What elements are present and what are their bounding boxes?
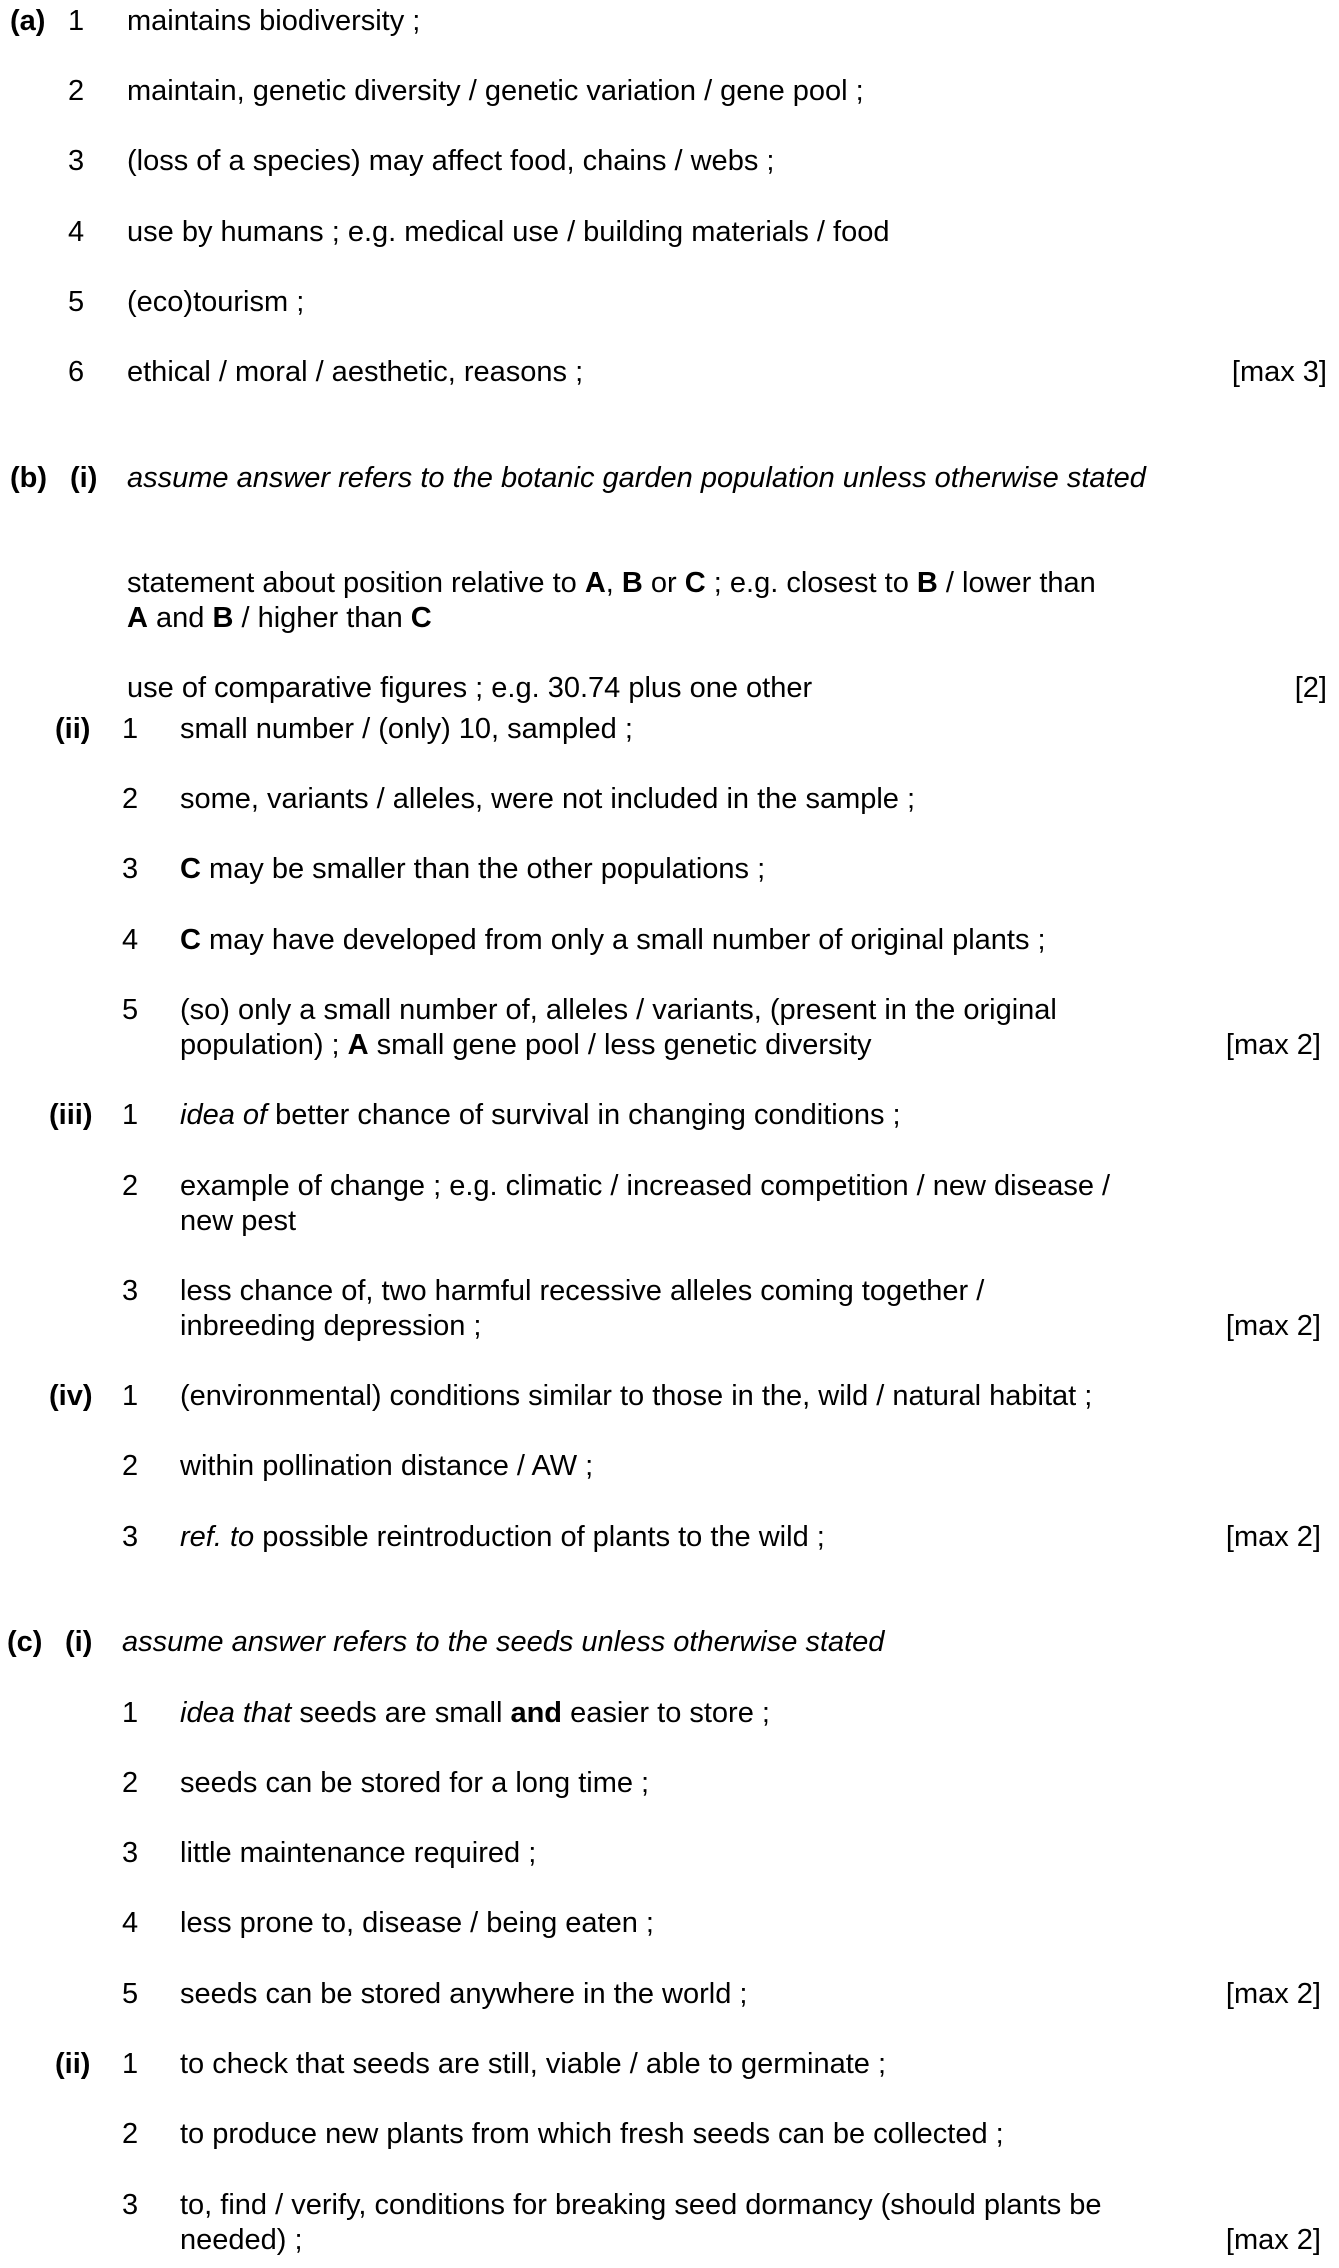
item-text: to check that seeds are still, viable / able to germinate ; [180,2048,887,2080]
item-number: 3 [122,1837,139,1869]
marking-note: assume answer refers to the botanic garden population unless otherwise stated [127,462,1146,494]
subpart-label: (i) [70,462,98,494]
item-number: 1 [122,2048,139,2080]
item-number: 3 [68,145,85,177]
item-number: 6 [68,356,85,388]
item-number: 5 [122,1978,139,2010]
item-number: 3 [122,2189,139,2221]
item-text: maintain, genetic diversity / genetic variation / gene pool ; [127,75,864,107]
marks-label: [max 2] [1225,1521,1321,1553]
item-text: within pollination distance / AW ; [180,1450,594,1482]
item-number: 4 [122,1907,139,1939]
item-text: (environmental) conditions similar to those in the, wild / natural habitat ; [180,1380,1093,1412]
item-text: idea of better chance of survival in changing conditions ; [180,1099,901,1131]
item-text: maintains biodiversity ; [127,5,421,37]
item-number: 3 [122,1521,139,1553]
marks-label: [max 2] [1225,1029,1321,1061]
marks-label: [max 2] [1225,1310,1321,1342]
subpart-label: (ii) [55,2048,91,2080]
item-text: to, find / verify, conditions for breaking seed dormancy (should plants be needed) ; [180,2189,1102,2256]
item-number: 5 [122,994,139,1026]
item-number: 1 [122,713,139,745]
item-number: 1 [122,1697,139,1729]
item-text: ethical / moral / aesthetic, reasons ; [127,356,584,388]
item-text: less chance of, two harmful recessive alleles coming together / inbreeding depression ; [180,1275,985,1342]
answer-point: use of comparative figures ; e.g. 30.74 plus one other [127,672,813,704]
item-number: 3 [122,853,139,885]
part-label: (c) [7,1626,43,1658]
item-number: 2 [122,783,139,815]
item-text: use by humans ; e.g. medical use / building materials / food [127,216,890,248]
item-text: little maintenance required ; [180,1837,537,1869]
marks-label: [max 3] [1231,356,1327,388]
subpart-label: (iii) [49,1099,93,1131]
item-text: seeds can be stored anywhere in the world ; [180,1978,748,2010]
item-number: 1 [68,5,85,37]
item-number: 2 [122,1450,139,1482]
item-text: C may have developed from only a small number of original plants ; [180,924,1046,956]
item-text: (eco)tourism ; [127,286,305,318]
subpart-label: (iv) [49,1380,93,1412]
subpart-label: (i) [65,1626,93,1658]
item-number: 5 [68,286,85,318]
item-text: idea that seeds are small and easier to store ; [180,1697,770,1729]
item-text: (so) only a small number of, alleles / variants, (present in the original population) ; A small gene pool / less genetic diversity [180,994,1057,1061]
part-label: (a) [10,5,46,37]
item-text: seeds can be stored for a long time ; [180,1767,650,1799]
item-text: C may be smaller than the other populations ; [180,853,766,885]
marks-label: [max 2] [1225,1978,1321,2010]
item-text: example of change ; e.g. climatic / increased competition / new disease / new pest [180,1170,1111,1237]
item-text: (loss of a species) may affect food, chains / webs ; [127,145,775,177]
item-number: 3 [122,1275,139,1307]
item-number: 2 [122,1170,139,1202]
item-number: 1 [122,1099,139,1131]
item-number: 2 [122,1767,139,1799]
marks-label: [max 2] [1225,2224,1321,2256]
item-number: 1 [122,1380,139,1412]
marking-note: assume answer refers to the seeds unless otherwise stated [122,1626,885,1658]
item-number: 4 [68,216,85,248]
answer-point: statement about position relative to A, B or C ; e.g. closest to B / lower than A and B / higher than C [127,567,1096,634]
item-text: ref. to possible reintroduction of plants to the wild ; [180,1521,825,1553]
item-text: less prone to, disease / being eaten ; [180,1907,654,1939]
item-number: 2 [122,2118,139,2150]
item-text: small number / (only) 10, sampled ; [180,713,633,745]
part-label: (b) [10,462,48,494]
marks-label: [2] [1294,672,1327,704]
item-number: 4 [122,924,139,956]
item-text: some, variants / alleles, were not included in the sample ; [180,783,916,815]
item-number: 2 [68,75,85,107]
subpart-label: (ii) [55,713,91,745]
item-text: to produce new plants from which fresh seeds can be collected ; [180,2118,1004,2150]
